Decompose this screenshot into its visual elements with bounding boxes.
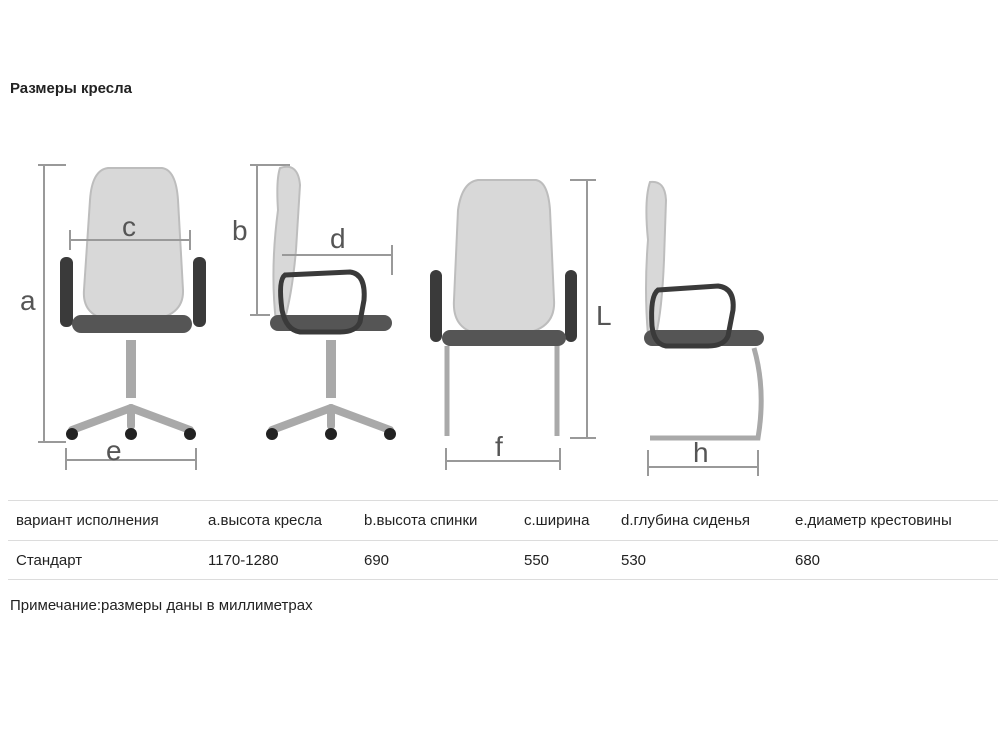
dimension-label-e: e [106, 435, 122, 466]
table-cell: 530 [613, 541, 787, 580]
column-header: вариант исполнения [8, 501, 200, 541]
office-chair-side-view [232, 165, 396, 440]
dimension-label-h: h [693, 437, 709, 468]
dimension-label-d: d [330, 223, 346, 254]
table-cell: 1170-1280 [200, 541, 356, 580]
dimension-label-c: c [122, 211, 136, 242]
units-note: Примечание:размеры даны в миллиметрах [10, 597, 313, 614]
visitor-chair-side-view [644, 182, 764, 476]
column-header: d.глубина сиденья [613, 501, 787, 541]
dimension-label-f: f [495, 431, 503, 462]
table-cell: Стандарт [8, 541, 200, 580]
column-header: a.высота кресла [200, 501, 356, 541]
table-header-row [8, 501, 998, 541]
table-cell: 690 [356, 541, 516, 580]
page-title: Размеры кресла [10, 80, 133, 97]
dimension-label-b: b [232, 215, 248, 246]
dimension-label-a: a [20, 285, 36, 316]
column-header: c.ширина [516, 501, 613, 541]
column-header: b.высота спинки [356, 501, 516, 541]
office-chair-front-view [20, 165, 206, 470]
dimensions-table [8, 500, 998, 580]
chair-dimensions-diagram [0, 150, 1000, 480]
visitor-chair-front-view [430, 180, 612, 470]
table-row [8, 541, 998, 580]
table-cell: 550 [516, 541, 613, 580]
dimension-label-L: L [596, 300, 612, 331]
table-cell: 680 [787, 541, 998, 580]
column-header: e.диаметр крестовины [787, 501, 998, 541]
